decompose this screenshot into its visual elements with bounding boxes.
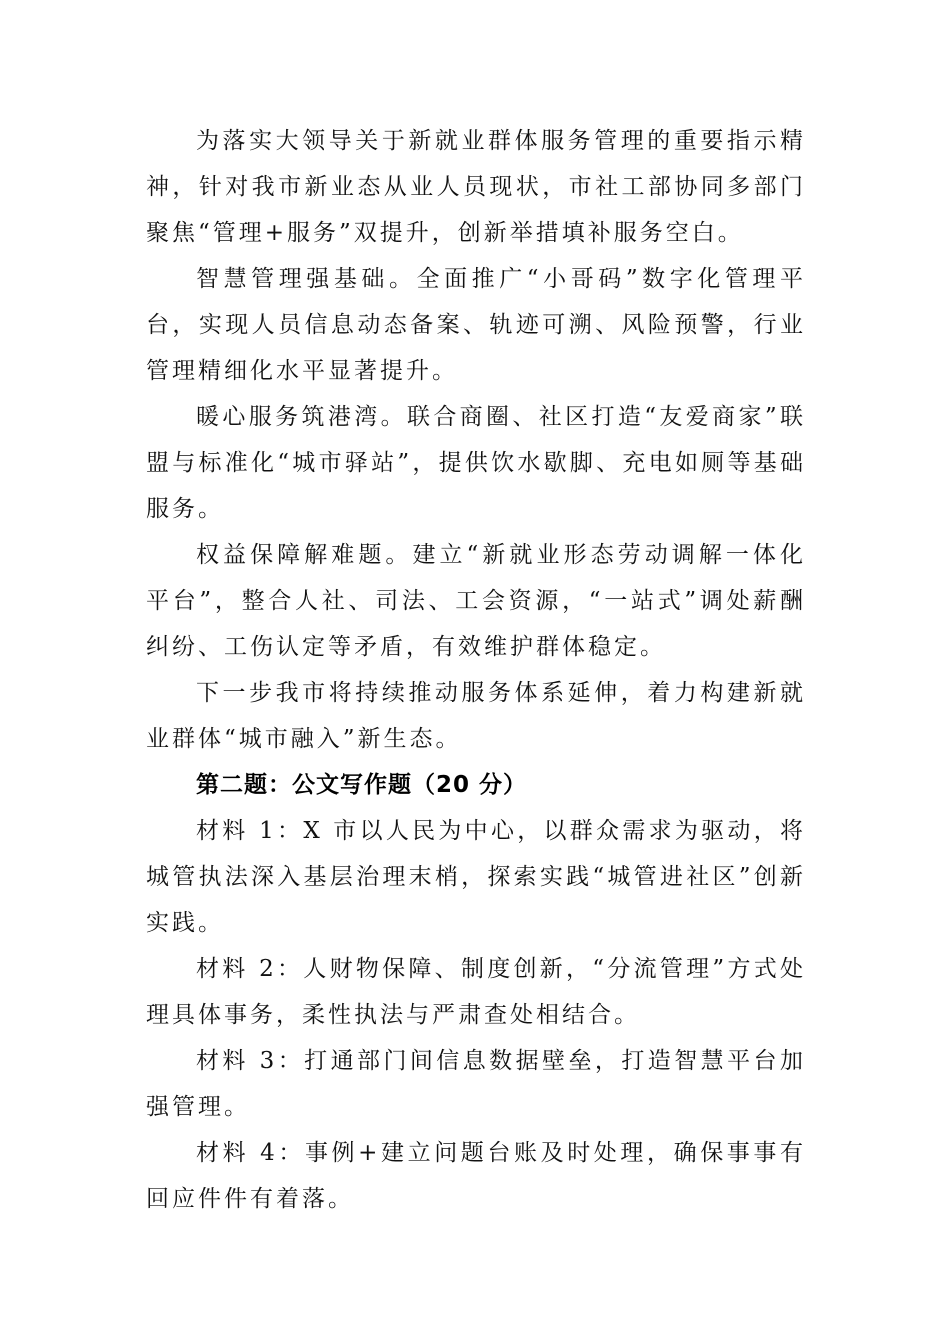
intro-paragraph: 为落实大领导关于新就业群体服务管理的重要指示精神，针对我市新业态从业人员现状，市社工部协同多部门聚焦“管理+服务”双提升，创新举措填补服务空白。 [146,128,806,246]
next-step-paragraph: 下一步我市将持续推动服务体系延伸，着力构建新就业群体“城市融入”新生态。 [146,680,806,752]
warm-service-paragraph: 暖心服务筑港湾。联合商圈、社区打造“友爱商家”联盟与标准化“城市驿站”，提供饮水歇脚、充电如厕等基础服务。 [146,404,806,522]
material-4-paragraph: 材料 4：事例+建立问题台账及时处理，确保事事有回应件件有着落。 [146,1140,806,1212]
rights-protection-paragraph: 权益保障解难题。建立“新就业形态劳动调解一体化平台”，整合人社、司法、工会资源，“一站式”调处薪酬纠纷、工伤认定等矛盾，有效维护群体稳定。 [146,542,806,660]
material-3-paragraph: 材料 3：打通部门间信息数据壁垒，打造智慧平台加强管理。 [146,1048,806,1120]
material-1-paragraph: 材料 1：X 市以人民为中心，以群众需求为驱动，将城管执法深入基层治理末梢，探索实践“城管进社区”创新实践。 [146,818,806,936]
smart-management-paragraph: 智慧管理强基础。全面推广“小哥码”数字化管理平台，实现人员信息动态备案、轨迹可溯、风险预警，行业管理精细化水平显著提升。 [146,266,806,384]
document-body [146,118,806,1222]
material-2-paragraph: 材料 2：人财物保障、制度创新，“分流管理”方式处理具体事务，柔性执法与严肃查处相结合。 [146,956,806,1028]
section-heading: 第二题：公文写作题（20 分） [196,772,528,798]
